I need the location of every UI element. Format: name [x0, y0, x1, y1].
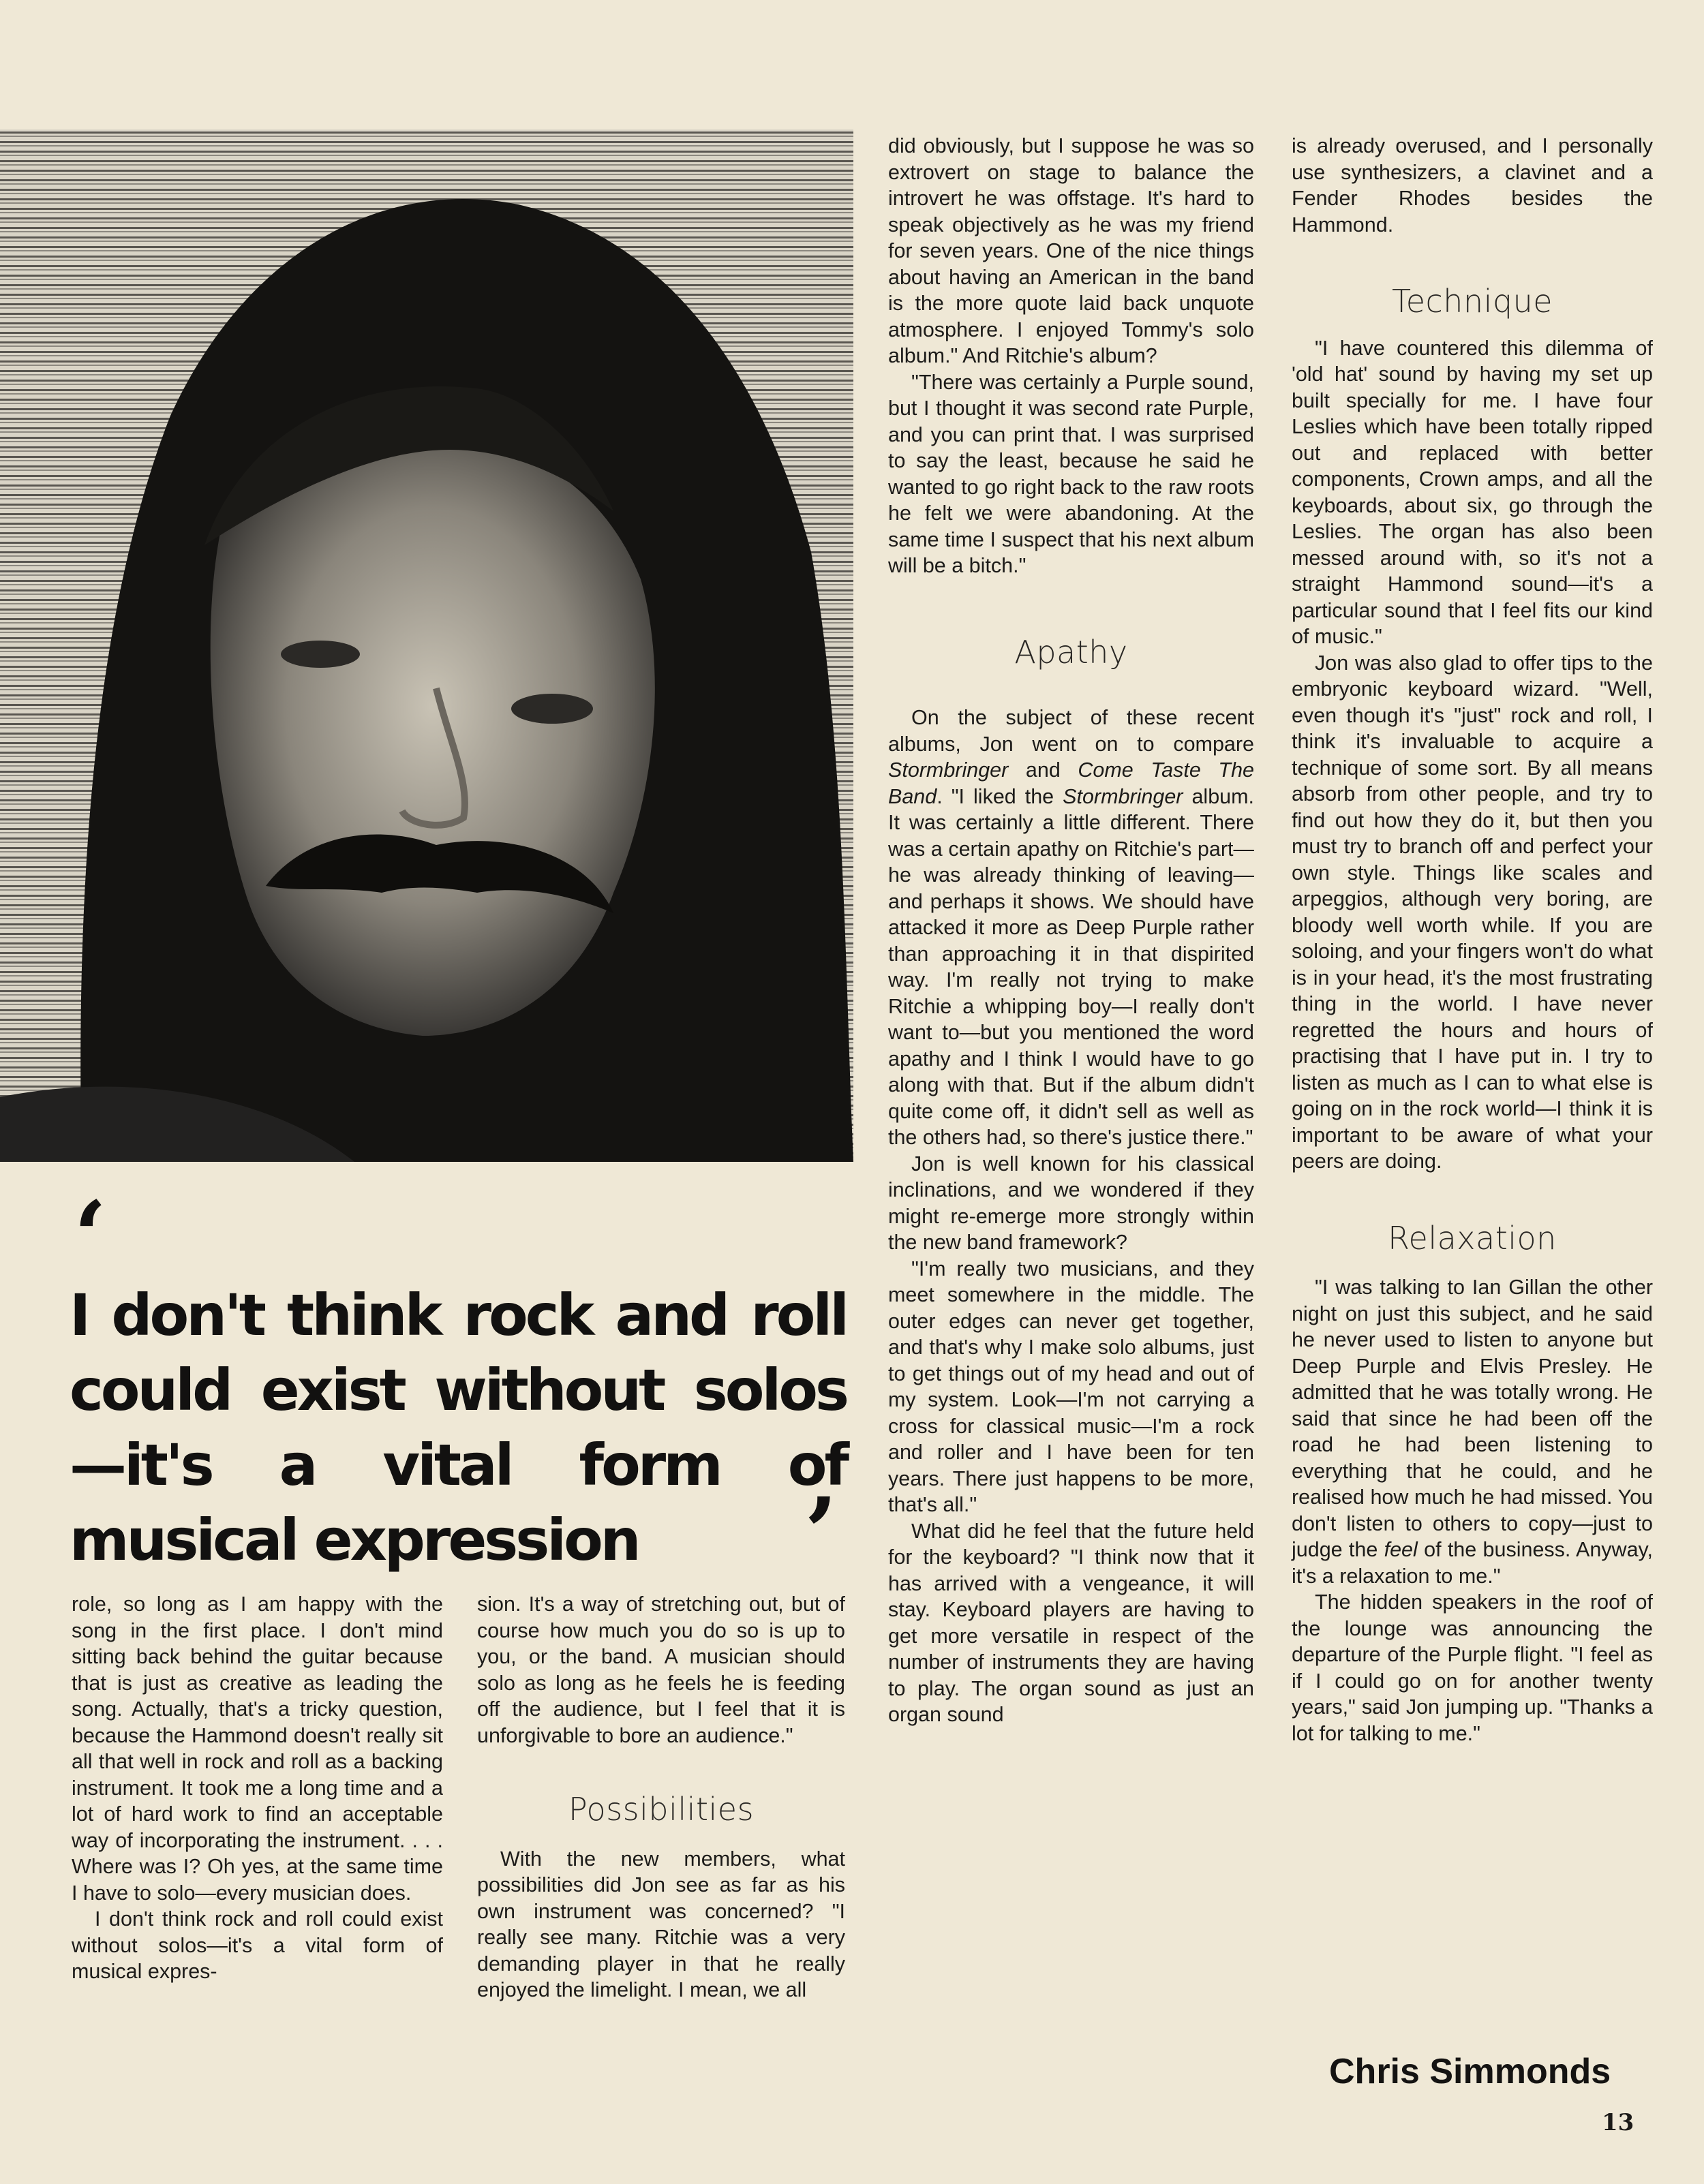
paragraph: sion. It's a way of stretching out, but of course how much you do so is up to you, or the band. A musician should solo as long as he feels he is feeding off the audience, but I feel that it is unforgivable to bore an audience." — [477, 1593, 845, 1747]
text-run: and — [1008, 758, 1078, 782]
section-heading-relaxation: Relaxation — [1388, 1219, 1557, 1257]
paragraph: I don't think rock and roll could exist without solos—it's a vital form of musical expres- — [72, 1907, 443, 1983]
paragraph — [888, 705, 1254, 1151]
album-title: Stormbringer — [1063, 784, 1183, 808]
paragraph: "I'm really two musicians, and they meet somewhere in the middle. The outer edges can never get together, and that's why I make solo albums, just to get things out of my head and out of my system. Look—I'm not carrying a cross for classical music—I'm a rock and roller and I have been for ten years. There just happens to be more, that's all." — [888, 1257, 1254, 1516]
paragraph: What did he feel that the future held for the keyboard? "I think now that it has arrived with a vengeance, it will stay. Keyboard players are having to get more versatile in respect of the number of instruments they are having to play. The organ sound as just an organ sound — [888, 1519, 1254, 1726]
emphasis: feel — [1384, 1538, 1418, 1561]
album-title: Come Taste The Band — [888, 758, 1254, 808]
author-byline: Chris Simmonds — [1329, 2052, 1611, 2091]
paragraph: The hidden speakers in the roof of the lounge was announcing the departure of the Purple flight. "I feel as if I could go on for another twenty years," said Jon jumping up. "Thanks a lot for talking to me." — [1292, 1590, 1653, 1745]
paragraph: With the new members, what possibilities did Jon see as far as his own instrument was concerned? "I really see many. Ritchie was a very demanding player in that he really enjoyed the limelight. I mean, we all — [477, 1847, 845, 2001]
close-quote-mark: ’ — [804, 1477, 838, 1589]
column-middle — [888, 133, 1254, 1728]
section-heading-possibilities: Possibilities — [568, 1791, 755, 1828]
section-heading-apathy: Apathy — [1014, 633, 1128, 671]
page-number: 13 — [1602, 2109, 1634, 2136]
paragraph — [1292, 1274, 1653, 1589]
paragraph: "I have countered this dilemma of 'old hat' sound by having my set up built specially for me. I have four Leslies which have been totally ripped out and replaced with better components, Crown amps, and all the keyboards, about six, go through the Leslies. The organ has also been messed around with, so it's not a straight Hammond sound—it's a particular sound that I feel fits our kind of music." — [1292, 336, 1653, 648]
paragraph: Jon was also glad to offer tips to the embryonic keyboard wizard. "Well, even though it's "just" rock and roll, I think it's invaluable to acquire a technique of some sort. By all means absorb from other people, and try to find out how they do it, but then you must try to branch off and perfect your own style. Things like scales and arpeggios, although very boring, are bloody well worth while. If you are soloing, and your fingers won't do what is in your head, it's the most frustrating thing in the world. I have never regretted the hours and hours of practising that I have put in. I try to listen as much as I can to what else is going on in the rock world—I think it is important to be aware of what your peers are doing. — [1292, 651, 1653, 1173]
text-run: of the business. Anyway, it's a relaxation to me." — [1292, 1538, 1653, 1588]
album-title: Stormbringer — [888, 758, 1009, 782]
paragraph: "There was certainly a Purple sound, but I thought it was second rate Purple, and you can print that. I was surprised to say the least, because he said he wanted to go right back to the raw roots he felt we were abandoning. At the same time I suspect that his next album will be a bitch." — [888, 370, 1254, 577]
column-right — [1292, 133, 1653, 1747]
paragraph: is already overused, and I personally use synthesizers, a clavinet and a Fender Rhodes besides the Hammond. — [1292, 134, 1653, 236]
text-run: . "I liked the — [937, 784, 1063, 808]
paragraph: role, so long as I am happy with the song in the first place. I don't mind sitting back behind the guitar because that is just as creative as leading the song. Actually, that's a tricky question, because the Hammond doesn't really sit all that well in rock and roll as a backing instrument. It took me a long time and a lot of hard work to find an acceptable way of incorporating the instrument. . . . Where was I? Oh yes, at the same time I have to solo—every musician does. — [72, 1593, 443, 1905]
paragraph: Jon is well known for his classical inclinations, and we wondered if they might re-emerge more strongly within the new band framework? — [888, 1152, 1254, 1254]
text-run: album. It was certainly a little different. There was a certain apathy on Ritchie's part—he was already thinking of leaving—and perhaps it shows. We should have attacked it more as Deep Purple rather than approaching it in that dispirited way. I'm really not trying to make Ritchie a whipping boy—I really don't want to—but you mentioned the word apathy and I think I would have to go along with that. But if the album didn't quite come off, it didn't sell as well as the others had, so there's justice there." — [888, 784, 1254, 1149]
column-left-a — [72, 1591, 443, 1985]
text-run: "I was talking to Ian Gillan the other night on just this subject, and he said he never used to listen to anyone but Deep Purple and Elvis Presley. He admitted that he was totally wrong. He said that since he had been off the road he had been listening to everything that he could, and he realised how much he had missed. You don't listen to others to copy—just to judge the — [1292, 1276, 1653, 1561]
paragraph: did obviously, but I suppose he was so extrovert on stage to balance the introvert he was offstage. It's hard to speak objectively as he was my friend for seven years. One of the nice things about having an American in the band is the more quote laid back unquote atmosphere. I enjoyed Tommy's solo album." And Ritchie's album? — [888, 134, 1254, 367]
portrait-photo — [0, 129, 853, 1162]
open-quote-mark: ‘ — [74, 1181, 107, 1293]
pull-quote: I don't think rock and roll could exist without solos—it's a vital form of musical expression — [70, 1282, 847, 1573]
text-run: On the subject of these recent albums, Jon went on to compare — [888, 706, 1254, 756]
column-left-b — [477, 1591, 845, 2003]
section-heading-technique: Technique — [1391, 283, 1553, 320]
